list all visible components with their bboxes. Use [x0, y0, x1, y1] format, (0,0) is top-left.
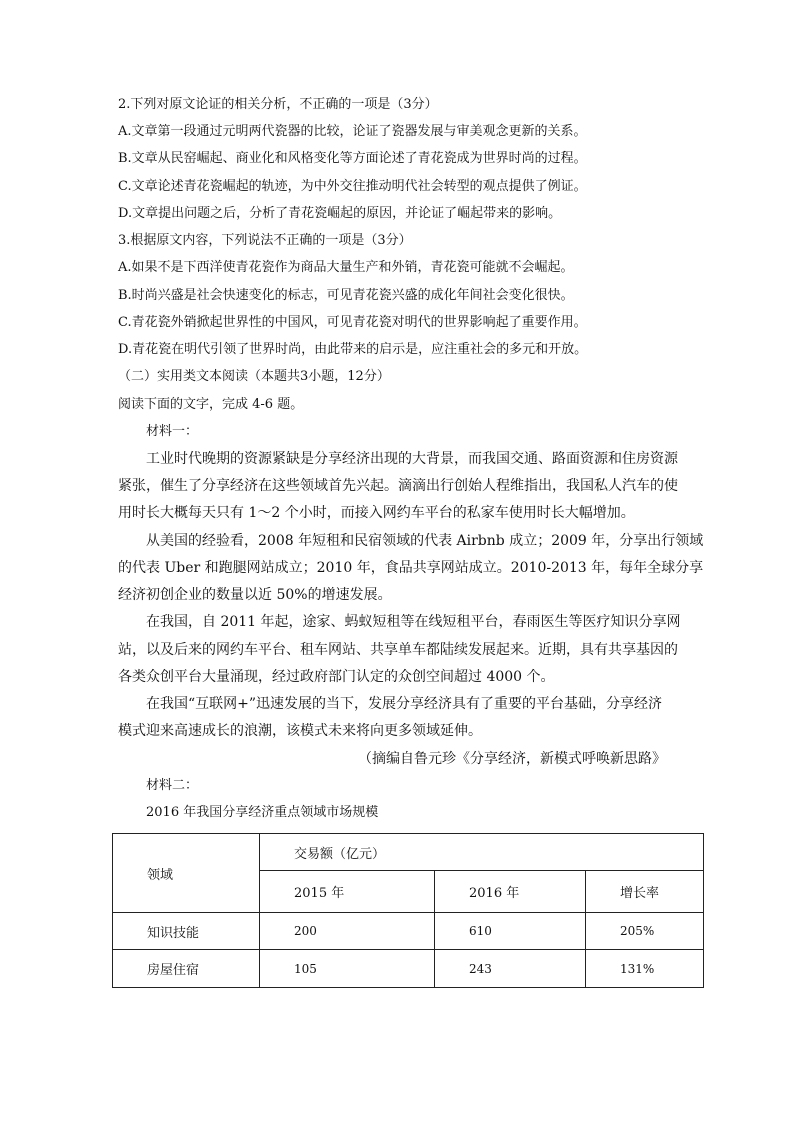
table-cell-2015: 105	[260, 950, 435, 988]
table-cell-growth: 131%	[586, 950, 704, 988]
table-cell-2016: 610	[435, 913, 586, 950]
material-1-line: 用时长大概每天只有 1～2 个小时，而接入网约车平台的私家车使用时长大幅增加。	[118, 505, 635, 521]
question-3-option-a: A.如果不是下西洋使青花瓷作为商品大量生产和外销，青花瓷可能就不会崛起。	[118, 260, 574, 275]
table-header-group: 交易额（亿元）	[260, 834, 704, 871]
material-2-label: 材料二：	[146, 778, 199, 793]
material-1-line: 经济初创企业的数量以近 50%的增速发展。	[118, 587, 392, 603]
table-header-2016: 2016 年	[435, 871, 586, 913]
question-2-option-d: D.文章提出问题之后，分析了青花瓷崛起的原因，并论证了崛起带来的影响。	[118, 206, 562, 221]
section-heading: （二）实用类文本阅读（本题共3小题，12分）	[118, 369, 390, 384]
table-row	[113, 950, 704, 988]
material-1-line: 从美国的经验看，2008 年短租和民宿领域的代表 Airbnb 成立；2009 年，分享出行领域	[146, 533, 704, 549]
question-2-option-c: C.文章论述青花瓷崛起的轨迹，为中外交往推动明代社会转型的观点提供了例证。	[118, 179, 587, 194]
material-1-label: 材料一：	[146, 424, 199, 439]
table-cell-field: 房屋住宿	[113, 950, 260, 988]
question-2-option-a: A.文章第一段通过元明两代瓷器的比较，论证了瓷器发展与审美观念更新的关系。	[118, 124, 587, 139]
market-scale-table	[112, 833, 704, 988]
material-1-line: 的代表 Uber 和跑腿网站成立；2010 年，食品共享网站成立。2010-2013 年，每年全球分享	[118, 560, 704, 576]
table-cell-2015: 200	[260, 913, 435, 950]
material-1-source: （摘编自鲁元珍《分享经济，新模式呼唤新思路》	[358, 751, 666, 767]
table-header-growth: 增长率	[586, 871, 704, 913]
material-1-line: 紧张，催生了分享经济在这些领域首先兴起。滴滴出行创始人程维指出，我国私人汽车的使	[118, 478, 678, 494]
question-2-stem: 2.下列对原文论证的相关分析，不正确的一项是（3分）	[118, 97, 438, 112]
table-cell-field: 知识技能	[113, 913, 260, 950]
question-3-option-d: D.青花瓷在明代引领了世界时尚，由此带来的启示是，应注重社会的多元和开放。	[118, 342, 588, 357]
table-row	[113, 913, 704, 950]
question-3-option-c: C.青花瓷外销掀起世界性的中国风，可见青花瓷对明代的世界影响起了重要作用。	[118, 315, 587, 330]
material-1-line: 站，以及后来的网约车平台、租车网站、共享单车都陆续发展起来。近期，具有共享基因的	[118, 642, 678, 658]
question-3-option-b: B.时尚兴盛是社会快速变化的标志，可见青花瓷兴盛的成化年间社会变化很快。	[118, 288, 574, 303]
question-2-option-b: B.文章从民窑崛起、商业化和风格变化等方面论述了青花瓷成为世界时尚的过程。	[118, 151, 587, 166]
material-1-line: 各类众创平台大量涌现，经过政府部门认定的众创空间超过 4000 个。	[118, 669, 555, 685]
material-1-line: 工业时代晚期的资源紧缺是分享经济出现的大背景，而我国交通、路面资源和住房资源	[146, 451, 678, 467]
material-1-line: 在我国，自 2011 年起，途家、蚂蚁短租等在线短租平台，春雨医生等医疗知识分享网	[146, 614, 681, 630]
section-instruction: 阅读下面的文字，完成 4-6 题。	[118, 397, 304, 412]
question-3-stem: 3.根据原文内容，下列说法不正确的一项是（3分）	[118, 233, 412, 248]
material-1-line: 模式迎来高速成长的浪潮，该模式未来将向更多领域延伸。	[118, 723, 482, 739]
table-cell-2016: 243	[435, 950, 586, 988]
table-header-2015: 2015 年	[260, 871, 435, 913]
table-title: 2016 年我国分享经济重点领域市场规模	[146, 805, 379, 820]
table-cell-growth: 205%	[586, 913, 704, 950]
material-1-line: 在我国“互联网+”迅速发展的当下，发展分享经济具有了重要的平台基础，分享经济	[146, 696, 663, 712]
table-header-field: 领域	[113, 834, 260, 913]
